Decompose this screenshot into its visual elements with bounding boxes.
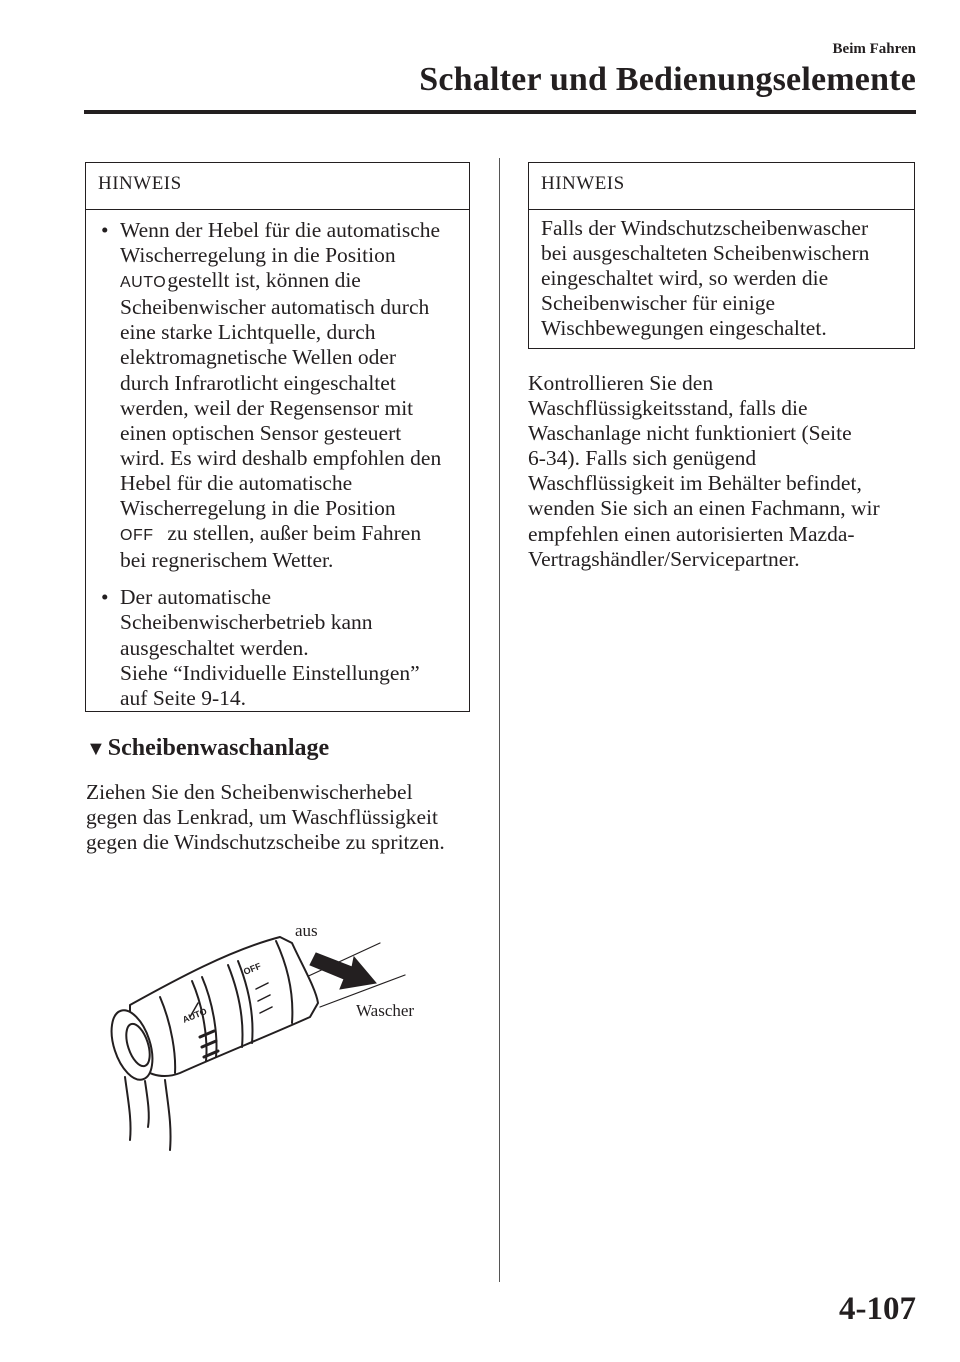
header-rule — [84, 110, 916, 114]
text-line: eine starke Lichtquelle, durch — [120, 320, 376, 345]
note-title: HINWEIS — [529, 163, 914, 210]
text-line: wenden Sie sich an einen Fachmann, wir — [528, 496, 880, 521]
text-line: Siehe “Individuelle Einstellungen” — [120, 660, 420, 685]
text-line: Der automatische — [120, 585, 272, 610]
text-line: wird. Es wird deshalb empfohlen den — [120, 445, 442, 470]
text-line: ausgeschaltet werden. — [120, 635, 309, 660]
text-line: eingeschaltet wird, so werden die — [541, 266, 829, 291]
text-line: Hebel für die automatische — [120, 470, 353, 495]
note-body — [529, 210, 914, 341]
text-line: Waschflüssigkeitsstand, falls die — [528, 396, 808, 421]
text-line: Waschanlage nicht funktioniert (Seite — [528, 421, 852, 446]
text-line — [120, 521, 469, 548]
text-line: Kontrollieren Sie den — [528, 371, 714, 395]
washer-paragraph — [86, 780, 486, 855]
bullet-icon: • — [101, 585, 109, 610]
text-line — [120, 268, 469, 295]
text-line: einen optischen Sensor gesteuert — [120, 420, 402, 445]
text-line: Wischerregelung in die Position — [120, 243, 396, 268]
note-body — [86, 210, 469, 711]
text-span: zu stellen, außer beim Fahren — [167, 521, 422, 546]
note-title: HINWEIS — [86, 163, 469, 210]
text-line: Wenn der Hebel für die automatische — [120, 218, 441, 242]
text-span: gestellt ist, können die — [167, 268, 361, 293]
text-line: durch Infrarotlicht eingeschaltet — [120, 370, 396, 395]
page-number: 4-107 — [839, 1291, 916, 1327]
text-line: Wischbewegungen eingeschaltet. — [541, 316, 827, 341]
text-line: Vertragshändler/Servicepartner. — [528, 546, 800, 571]
text-line: bei ausgeschalteten Scheibenwischern — [541, 241, 870, 266]
auto-position-symbol: AUTO — [120, 274, 167, 292]
chapter-title: Schalter und Bedienungselemente — [419, 61, 916, 98]
page-header — [419, 40, 916, 100]
section-title: Beim Fahren — [832, 41, 916, 57]
text-line: empfehlen einen autorisierten Mazda- — [528, 521, 855, 546]
text-line: gegen die Windschutzscheibe zu spritzen. — [86, 830, 445, 855]
wiper-lever-illustration — [80, 905, 500, 1165]
triangle-down-icon: ▼ — [86, 738, 106, 760]
text-line: gegen das Lenkrad, um Waschflüssigkeit — [86, 805, 438, 830]
note-box-right — [528, 162, 915, 349]
note-item — [86, 218, 469, 573]
text-line: Wischerregelung in die Position — [120, 496, 396, 521]
ring-auto-label: AUTO — [181, 1006, 209, 1025]
text-line: werden, weil der Regensensor mit — [120, 395, 414, 420]
text-line: bei regnerischem Wetter. — [120, 548, 334, 573]
section-heading — [86, 735, 329, 762]
note-item — [86, 585, 469, 710]
text-line: Waschflüssigkeit im Behälter befindet, — [528, 471, 862, 496]
label-washer: Wascher — [356, 1001, 415, 1020]
text-line: elektromagnetische Wellen oder — [120, 345, 397, 370]
bullet-icon: • — [101, 218, 109, 242]
note-box-left — [85, 162, 470, 712]
text-line: 6-34). Falls sich genügend — [528, 446, 757, 471]
check-paragraph — [528, 371, 923, 572]
text-line: Scheibenwischerbetrieb kann — [120, 610, 373, 635]
text-line: Ziehen Sie den Scheibenwischerhebel — [86, 780, 413, 804]
text-line: Scheibenwischer für einige — [541, 291, 776, 316]
heading-text: Scheibenwaschanlage — [107, 735, 330, 761]
off-position-symbol: OFF — [120, 527, 154, 545]
text-line: Scheibenwischer automatisch durch — [120, 295, 430, 320]
text-line: Falls der Windschutzscheibenwascher — [541, 216, 869, 240]
label-off: aus — [295, 921, 318, 940]
ring-off-label: OFF — [242, 960, 263, 977]
text-line: auf Seite 9-14. — [120, 685, 246, 710]
